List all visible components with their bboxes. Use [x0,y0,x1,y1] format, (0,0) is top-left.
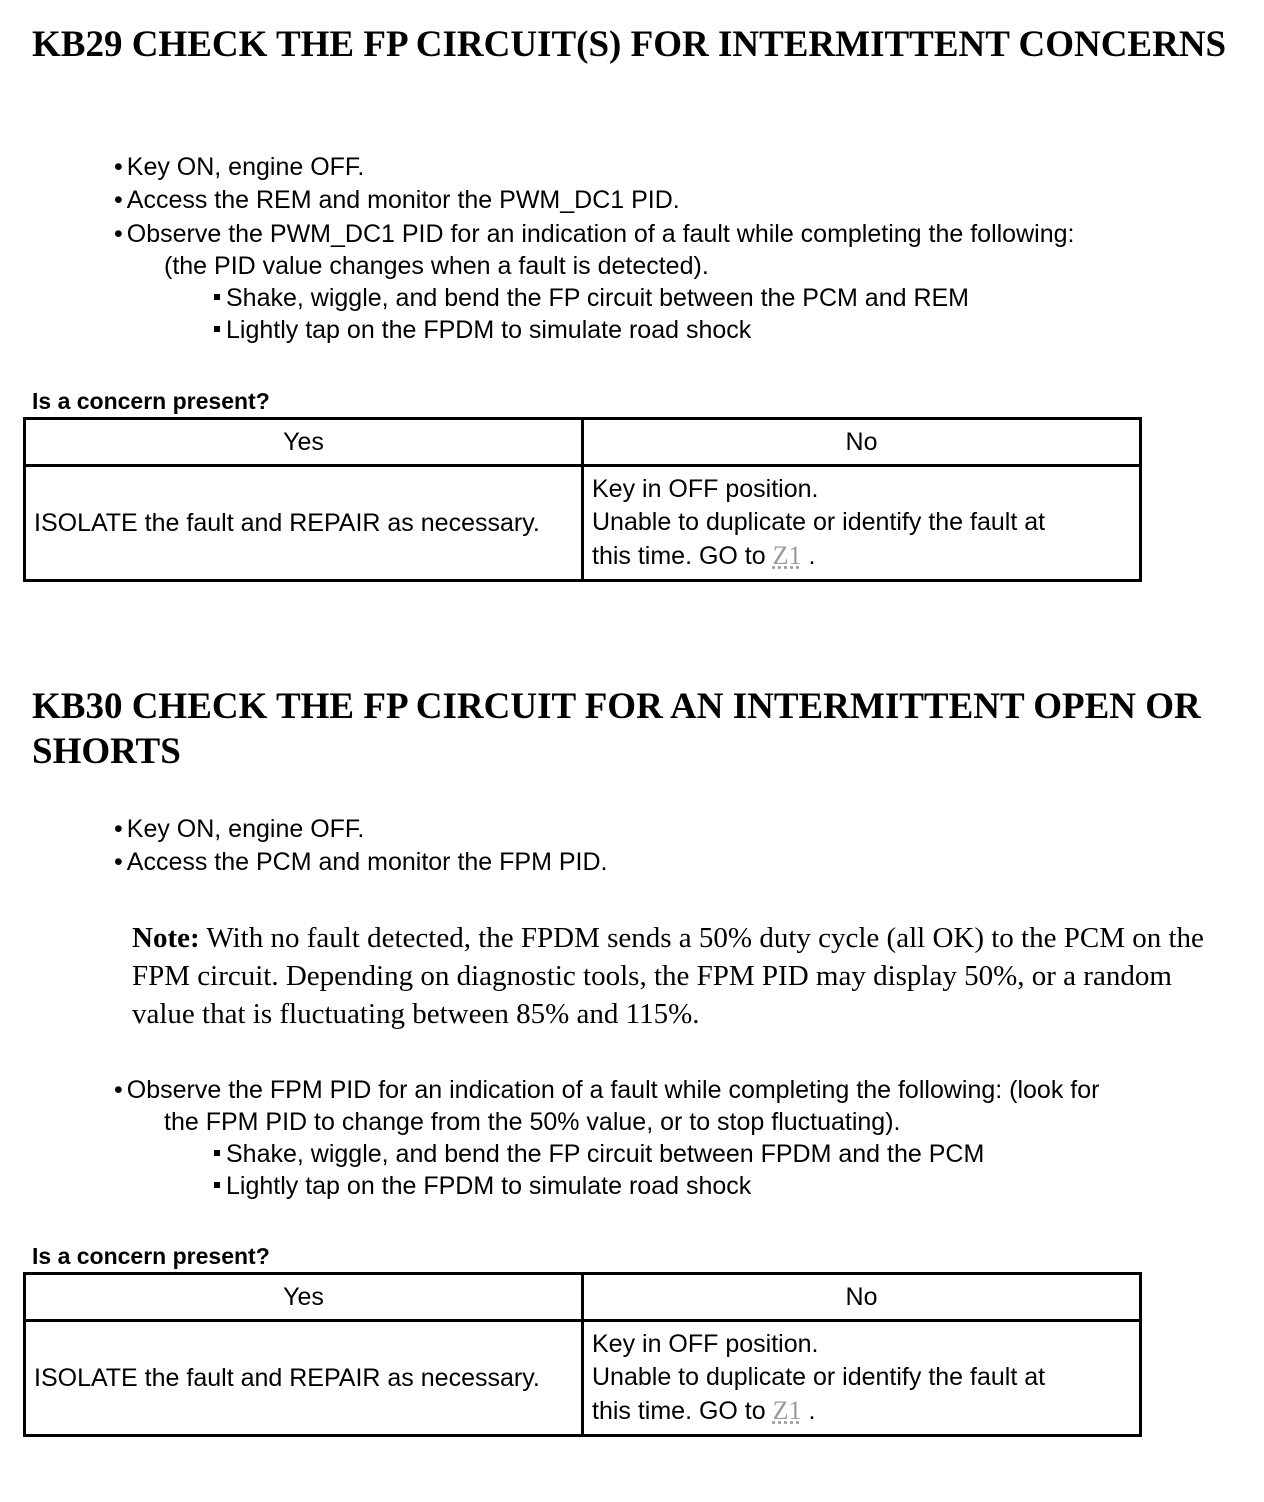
question-label: Is a concern present? [32,1243,270,1269]
sub-bullet-item: Shake, wiggle, and bend the FP circuit between FPDM and the PCM [214,1138,984,1170]
section-title: KB29 CHECK THE FP CIRCUIT(S) FOR INTERMITTENT CONCERNS [32,24,1227,65]
bullet-continuation: (the PID value changes when a fault is detected). [164,252,709,280]
square-bullet-icon [214,326,220,332]
no-cell: Key in OFF position. Unable to duplicate or identify the fault at this time. GO to Z1 . [583,466,1141,581]
bullet-item: • Key ON, engine OFF. [114,153,365,181]
no-cell: Key in OFF position. Unable to duplicate or identify the fault at this time. GO to Z1 . [583,1321,1141,1436]
square-bullet-icon [214,1182,220,1188]
answer-table [23,1272,1142,1437]
sub-bullet-item: Lightly tap on the FPDM to simulate road shock [214,1170,751,1202]
section-title: KB30 CHECK THE FP CIRCUIT FOR AN INTERMITTENT OPEN OR SHORTS [32,686,1201,772]
bullet-dot-icon: • [114,815,123,843]
note-block [132,919,1232,1033]
bullet-item: • Key ON, engine OFF. [114,815,365,843]
bullet-item: • Access the REM and monitor the PWM_DC1 PID. [114,186,680,214]
yes-cell: ISOLATE the fault and REPAIR as necessary. [25,466,583,581]
no-header: No [583,1274,1141,1321]
answer-table [23,417,1142,582]
bullet-dot-icon: • [114,153,123,181]
note-label: Note: [132,922,200,954]
square-bullet-icon [214,294,220,300]
square-bullet-icon [214,1150,220,1156]
sub-bullet-item: Lightly tap on the FPDM to simulate road shock [214,314,751,346]
bullet-dot-icon: • [114,848,123,876]
bullet-item: • Access the PCM and monitor the FPM PID. [114,848,608,876]
sub-bullet-item: Shake, wiggle, and bend the FP circuit between the PCM and REM [214,282,969,314]
goto-z1-link[interactable]: Z1 [772,541,802,570]
bullet-dot-icon: • [114,220,123,248]
yes-header: Yes [25,1274,583,1321]
note-text: With no fault detected, the FPDM sends a 50% duty cycle (all OK) to the PCM on the FPM circuit. Depending on diagnostic tools, the FPM PID may display 50%, or a random value that is fluctuating between 85% and 115%. [132,922,1204,1030]
bullet-dot-icon: • [114,1076,123,1104]
question-label: Is a concern present? [32,388,270,414]
bullet-item: • Observe the PWM_DC1 PID for an indication of a fault while completing the following: [114,220,1075,248]
bullet-dot-icon: • [114,186,123,214]
yes-cell: ISOLATE the fault and REPAIR as necessary. [25,1321,583,1436]
yes-header: Yes [25,419,583,466]
bullet-continuation: the FPM PID to change from the 50% value, or to stop fluctuating). [164,1108,901,1136]
bullet-item: • Observe the FPM PID for an indication of a fault while completing the following: (look for [114,1076,1100,1104]
goto-z1-link[interactable]: Z1 [772,1396,802,1425]
no-header: No [583,419,1141,466]
